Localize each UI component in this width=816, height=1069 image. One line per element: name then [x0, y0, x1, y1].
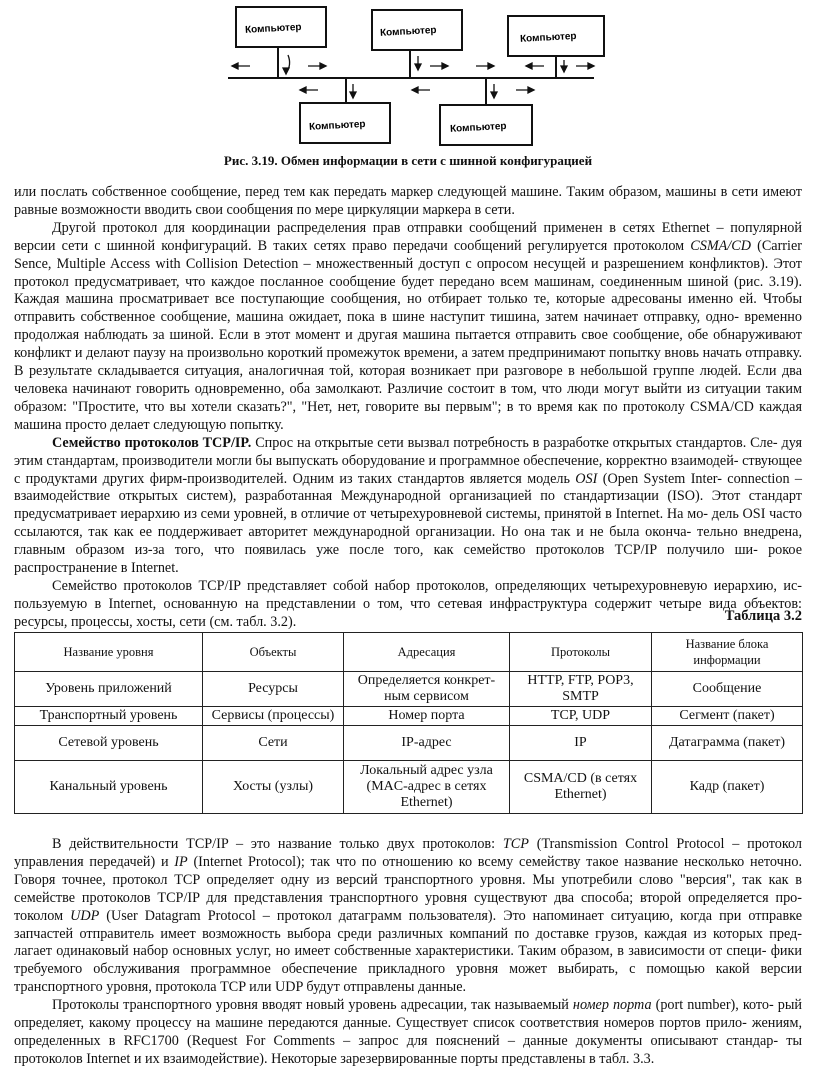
table-cell: Сервисы (процессы)	[203, 707, 344, 726]
computer-label: Компьютер	[244, 21, 302, 36]
paragraph: Другой протокол для координации распределения прав отправки сообщений применен в сетях Ethernet – популярной версии сети с шинной конфигураций. В таких сетях право передачи сообщений регулируется протоколом CSMA/CD (Carrier Sence, Multiple Access with Collision Detection – множественный доступ с опросом несущей и разрешением конфликтов). Этот протокол предусматривает, что каждое посланное сообщение будет передано всем машинам, соединенным шиной (рис. 3.19). Каждая машина просматривает все поступающие сообщения, но отбирает только те, которые адресованы именно ей. Чтобы отправить собственное сообщение, машина ожидает, пока в шине наступит тишина, затем начинает отправку, одно- временно продолжая наблюдать за шиной. Если в этот момент и другая машина пытается отправить свое сообщение, обе обнаруживают конфликт и делают паузу на произвольно короткий промежуток времени, а затем предпринимают попытку вновь начать отправку. В результате складывается ситуация, аналогичная той, которая возникает при разговоре в небольшой группе людей. Если два человека начинают говорить одновременно, оба замолкают. Различие состоит в том, что люди могут выйти из ситуации таким образом: "Простите, что вы хотели сказать?", "Нет, нет, говорите вы первым"; в то время как по протоколу CSMA/CD каждая машина просто делает следующую попытку.	[14, 219, 802, 433]
table-cell: Хосты (узлы)	[203, 761, 344, 814]
term: IP	[174, 853, 188, 870]
table-row	[15, 761, 803, 814]
table-cell: Номер порта	[344, 707, 510, 726]
table-header: Название уровня	[15, 633, 203, 672]
figure-caption: Рис. 3.19. Обмен информации в сети с шинной конфигурацией	[223, 153, 593, 168]
table-cell: Транспортный уровень	[15, 707, 203, 726]
term: TCP	[502, 836, 529, 852]
paragraph: или послать собственное сообщение, перед тем как передать маркер следующей машине. Таким образом, машины в сети имеют равные возможности вводить свои сообщения по мере циркуляции маркера в сети.	[14, 184, 802, 218]
term: номер порта	[572, 997, 652, 1014]
table-cell: Сети	[203, 726, 344, 761]
table-header: Адресация	[344, 633, 510, 672]
table-caption: Таблица 3.2	[724, 608, 802, 624]
table-cell: Сетевой уровень	[15, 726, 203, 761]
protocol-layers-table	[14, 632, 803, 814]
table-header: Название блока информации	[652, 633, 803, 672]
term: UDP	[70, 907, 100, 924]
table-header-row	[15, 633, 803, 672]
computer-label: Компьютер	[379, 24, 437, 39]
text-lower	[14, 836, 802, 1069]
table-cell: Определяется конкрет- ным сервисом	[344, 672, 510, 707]
table-cell: Сегмент (пакет)	[652, 707, 803, 726]
table-cell: Сообщение	[652, 672, 803, 707]
table-cell: Локальный адрес узла (MAC-адрес в сетях Ethernet)	[344, 761, 510, 814]
paragraph: Семейство протоколов TCP/IP представляет собой набор протоколов, определяющих четырехуровневую иерархию, ис- пользуемую в Internet, основанную на представлении о том, что сетевая инфраструктура содержит четыре вида объектов: ресурсы, процессы, хосты, сети (см. табл. 3.2).	[14, 577, 802, 630]
table-cell: Канальный уровень	[15, 761, 203, 814]
table-row	[15, 707, 803, 726]
bus-network-diagram	[0, 0, 816, 150]
paragraph: Семейство протоколов TCP/IP. Спрос на открытые сети вызвал потребность в разработке открытых стандартов. Сле- дуя этим стандартам, производители могли бы выпускать оборудование и программное обеспечение, корректно взаимодей- ствующее с продуктами других фирм-производителей. Одним из таких стандартов является модель OSI (Open System Inter- connection – взаимодействие открытых систем), разработанная Международной организацией по стандартизации (ISO). Этот стандарт предусматривает иерархию из семи уровней, в отличие от четырехуровневой системы, принятой в Internet. На мо- дель OSI часто ссылаются, так как ее поддерживает авторитет международной организации. Но она так и не была оконча- тельно внедрена, главным образом из-за того, что появилась уже после того, как семейство протоколов TCP/IP получило ши- рокое распространение в Internet.	[14, 434, 802, 577]
table-cell: TCP, UDP	[510, 707, 652, 726]
table-row	[15, 672, 803, 707]
table-cell: Кадр (пакет)	[652, 761, 803, 814]
table-header: Протоколы	[510, 633, 652, 672]
text-upper	[14, 184, 802, 632]
term: OSI	[575, 470, 598, 487]
table-cell: Ресурсы	[203, 672, 344, 707]
table-cell: Уровень приложений	[15, 672, 203, 707]
term: CSMA/CD	[690, 237, 751, 254]
table-cell: HTTP, FTP, POP3, SMTP	[510, 672, 652, 707]
table-cell: IP-адрес	[344, 726, 510, 761]
section-heading: Семейство протоколов TCP/IP.	[52, 434, 252, 451]
computer-label: Компьютер	[308, 118, 366, 133]
computer-label: Компьютер	[449, 120, 507, 135]
computer-label: Компьютер	[519, 30, 577, 45]
table-row	[15, 726, 803, 761]
paragraph: В действительности TCP/IP – это название только двух протоколов: TCP (Transmission Control Protocol – протокол управления передачей) и IP (Internet Protocol); так что по отношению ко всему семейству такое название несколько неточно. Говоря точнее, протокол TCP определяет одну из версий транспортного уровня. Мы употребили слово "версия", так как в семействе протоколов TCP/IP для представления транспортного уровня существуют два способа; второй определяется про- токолом UDP (User Datagram Protocol – протокол датаграмм пользователя). Это напоминает ситуацию, когда при отправке запчастей отправитель имеет возможность выбора среди различных компаний по доставке грузов, каждая из которых пред- лагает одинаковый набор основных услуг, но имеет собственные характеристики. Таким образом, в зависимости от специ- фики требуемого обслуживания программное обеспечение прикладного уровня может выбирать, с помощью какой версии транспортного уровня, протокола TCP или UDP будут отправлены данные.	[14, 836, 803, 996]
table-cell: Датаграмма (пакет)	[652, 726, 803, 761]
table-cell: IP	[510, 726, 652, 761]
table-cell: CSMA/CD (в сетях Ethernet)	[510, 761, 652, 814]
table-header: Объекты	[203, 633, 344, 672]
paragraph: Протоколы транспортного уровня вводят новый уровень адресации, так называемый номер порта (port number), кото- рый определяет, какому процессу на машине передаются данные. Существует список соответствия номеров портов прило- жениям, определенных в RFC1700 (Request For Comments – запрос для пояснений – данные документы описывают стандар- ты протоколов Internet и их взаимодействие). Некоторые зарезервированные порты представлены в табл. 3.3.	[14, 997, 802, 1067]
